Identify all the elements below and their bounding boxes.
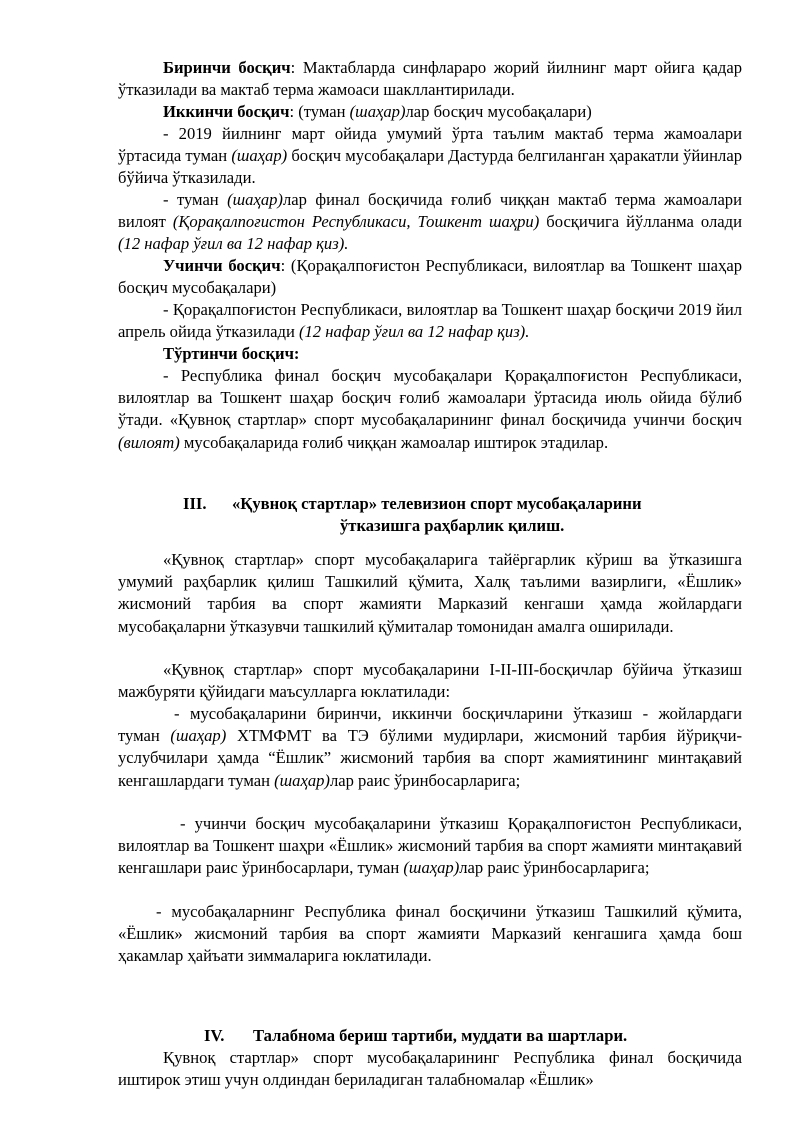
stage2-item2-c: босқичига йўлланма олади — [539, 212, 742, 232]
stage2-item2-italic2: (Қорақалпоғистон Республикаси, Тошкент шаҳри) — [172, 212, 540, 232]
stage3-heading — [118, 255, 742, 299]
stage2-heading — [118, 101, 742, 123]
stage4-item — [118, 365, 742, 454]
stage1-paragraph — [118, 57, 742, 101]
stage2-item1-italic: (шаҳар) — [231, 146, 288, 166]
stage4-label: Тўртинчи босқич: — [163, 344, 300, 363]
stage2-colon: : (туман — [289, 102, 350, 121]
stage4-item-a: - Республика финал босқич мусобақалари Қорақалпоғистон Республикаси, вилоятлар ва Тошкент шаҳар босқич ғолиб жамоалари ўртасида июль ойида бўлиб ўтади. «Қувноқ стартлар» спорт мусобақаларининг финал босқичида учинчи босқич — [118, 366, 742, 430]
stage3-item — [118, 299, 742, 343]
section3-item3: - мусобақаларнинг Республика финал босқичини ўтказиш Ташкилий қўмита, «Ёшлик» жисмоний тарбия ва спорт жамияти Марказий кенгашига ҳамда бош ҳакамлар ҳайъати зиммаларига юклатилади. — [118, 902, 742, 966]
stage2-item2-italic1: (шаҳар) — [227, 190, 283, 209]
section3-item2-b: лар раис ўринбосарларига; — [459, 858, 650, 878]
section3-para2: «Қувноқ стартлар» спорт мусобақаларини I-II-III-босқичлар бўйича ўтказиш мажбуряти қўйидаги маъсулларга юклатилади: — [118, 660, 742, 702]
section3-item2-italic: (шаҳар) — [403, 858, 460, 878]
stage2-item2 — [118, 189, 742, 256]
section3-item2-a: - учинчи босқич мусобақаларини ўтказиш Қорақалпоғистон Республикаси, вилоятлар ва Тошкент шаҳри «Ёшлик» жисмоний тарбия ва спорт жамияти минтақавий кенгашлари раис ўринбосарлари, туман — [118, 814, 742, 878]
stage2-item1-a: - 2019 йилнинг март ойида умумий ўрта таълим мактаб терма жамоалари ўртасида туман — [118, 124, 742, 166]
stage4-item-italic: (вилоят) — [118, 432, 180, 452]
stage2-item1-b: босқич мусобақалари Дастурда белгиланган ҳаракатли ўйинлар бўйича ўтказилади. — [118, 146, 742, 188]
section3-title-line2: ўтказишга раҳбарлик қилиш. — [340, 516, 565, 535]
section3-item2 — [118, 813, 742, 880]
section3-item1-a: - мусобақаларини биринчи, иккинчи босқичларини ўтказиш - жойлардаги туман — [118, 704, 742, 746]
stage3-item-a: - Қорақалпоғистон Республикаси, вилоятлар ва Тошкент шаҳар босқичи 2019 йил апрель ойида ўтказилади — [118, 300, 742, 342]
stage2-item2-a: - туман — [163, 190, 228, 209]
stage1-text: : Мактабларда синфлараро жорий йилнинг март ойига қадар ўтказилади ва мактаб терма жамоаси шакллантирилади. — [118, 58, 742, 100]
section3-item1-c: лар раис ўринбосарларига; — [329, 770, 521, 790]
stage2-item2-b: лар финал босқичида ғолиб чиққан мактаб терма жамоалари вилоят — [118, 190, 742, 232]
stage2-tail: лар босқич мусобақалари) — [405, 102, 592, 121]
stage3-label: Учинчи босқич — [163, 256, 281, 275]
section3-item1-b: ХТМФМТ ва ТЭ бўлими мудирлари, жисмоний тарбия йўриқчи-услубчилари ҳамда “Ёшлик” жисмоний тарбия ва спорт жамиятининг минтақавий кенгашлардаги туман — [118, 726, 742, 790]
section3-para1: «Қувноқ стартлар» спорт мусобақаларига тайёргарлик кўриш ва ўтказишга умумий раҳбарлик қилиш Ташкилий қўмита, Халқ таълими вазирлиги, «Ёшлик» жисмоний тарбия ва спорт жамияти Марказий кенгаши ҳамда жойлардаги мусобақаларни ўтказувчи ташкилий қўмиталар томонидан амалга оширилади. — [118, 550, 742, 636]
section4-para1: Қувноқ стартлар» спорт мусобақаларининг Республика финал босқичида иштирок этиш учун олдиндан бериладиган талабномалар «Ёшлик» — [118, 1048, 742, 1090]
stage2-italic: (шаҳар) — [349, 102, 406, 121]
section3-item1-italic2: (шаҳар) — [274, 770, 330, 790]
stage4-item-b: мусобақаларида ғолиб чиққан жамоалар иштирок этадилар. — [179, 432, 609, 452]
stage3-text: : (Қорақалпоғистон Республикаси, вилоятлар ва Тошкент шаҳар босқич мусобақалари) — [118, 256, 742, 298]
stage3-item-italic: (12 нафар ўғил ва 12 нафар қиз). — [298, 322, 530, 342]
section4-title: Талабнома бериш тартиби, муддати ва шартлари. — [253, 1026, 628, 1045]
stage2-label: Иккинчи босқич — [163, 102, 290, 121]
section4-number: IV. — [204, 1026, 225, 1045]
section3-item1-italic1: (шаҳар) — [170, 726, 227, 746]
stage1-label: Биринчи босқич — [163, 58, 291, 77]
section3-item1 — [118, 703, 742, 792]
section3-title-line1: «Қувноқ стартлар» телевизион спорт мусобақаларини — [232, 494, 642, 513]
stage2-item1 — [118, 123, 742, 190]
stage2-item2-italic3: (12 нафар ўғил ва 12 нафар қиз). — [118, 234, 349, 254]
section3-number: III. — [183, 494, 207, 513]
